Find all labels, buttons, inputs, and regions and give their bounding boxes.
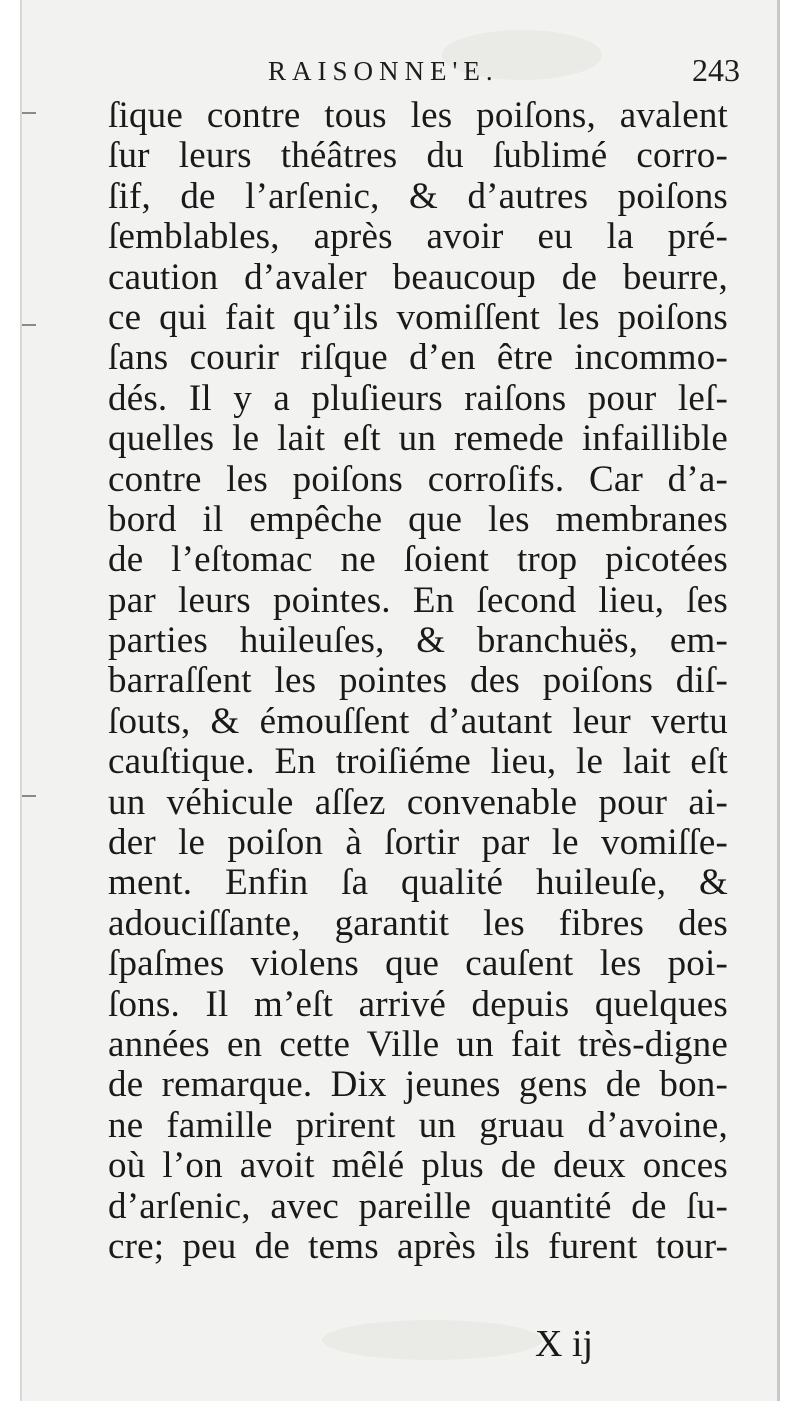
text-line: parties huileuſes, & branchuës, em- (108, 621, 728, 662)
text-line: quelles le lait eſt un remede infaillible (108, 419, 728, 460)
text-line: ſemblables, après avoir eu la pré- (108, 217, 728, 258)
text-line: ſique contre tous les poiſons, avalent (108, 96, 728, 136)
text-line: caution d’avaler beaucoup de beurre, (108, 257, 728, 298)
running-head: RAISONNE'E. (268, 56, 499, 86)
paper-stain (322, 1320, 542, 1360)
text-line: der le poiſon à ſortir par le vomiſſe- (108, 823, 728, 864)
text-line: par leurs pointes. En ſecond lieu, ſes (108, 580, 728, 621)
page-number: 243 (692, 52, 740, 88)
text-line: où l’on avoit mêlé plus de deux onces (108, 1146, 728, 1187)
text-line: dés. Il y a pluſieurs raiſons pour leſ- (108, 378, 728, 419)
text-line: contre les poiſons corroſifs. Car d’a- (108, 459, 728, 500)
text-line: ſif, de l’arſenic, & d’autres poiſons (108, 176, 728, 217)
text-line: ſons. Il m’eſt arrivé depuis quelques (108, 984, 728, 1025)
margin-mark (22, 795, 36, 797)
margin-mark (22, 324, 36, 326)
text-line: ſur leurs théâtres du ſublimé corro- (108, 136, 728, 177)
text-line: d’arſenic, avec pareille quantité de ſu- (108, 1186, 728, 1227)
text-line: barraſſent les pointes des poiſons diſ- (108, 661, 728, 702)
text-line: années en cette Ville un fait très-digne (108, 1024, 728, 1065)
text-line: ne famille prirent un gruau d’avoine, (108, 1105, 728, 1146)
text-line: un véhicule aſſez convenable pour ai- (108, 782, 728, 823)
body-text (108, 96, 728, 1267)
signature-mark: X ij (535, 1323, 594, 1365)
text-line: de l’eſtomac ne ſoient trop picotées (108, 540, 728, 581)
text-line: ment. Enfin ſa qualité huileuſe, & (108, 863, 728, 904)
text-line: cauſtique. En troiſiéme lieu, le lait eſt (108, 742, 728, 783)
text-line: ſouts, & émouſſent d’autant leur vertu (108, 701, 728, 742)
text-line: ce qui fait qu’ils vomiſſent les poiſons (108, 297, 728, 338)
margin-mark (22, 112, 36, 114)
text-line: ſans courir riſque d’en être incommo- (108, 338, 728, 379)
text-line: ſpaſmes violens que cauſent les poi- (108, 944, 728, 985)
text-line: bord il empêche que les membranes (108, 499, 728, 540)
page-header (268, 52, 740, 92)
text-line: cre; peu de tems après ils furent tour- (108, 1226, 728, 1267)
text-line: de remarque. Dix jeunes gens de bon- (108, 1065, 728, 1106)
text-line: adouciſſante, garantit les fibres des (108, 903, 728, 944)
